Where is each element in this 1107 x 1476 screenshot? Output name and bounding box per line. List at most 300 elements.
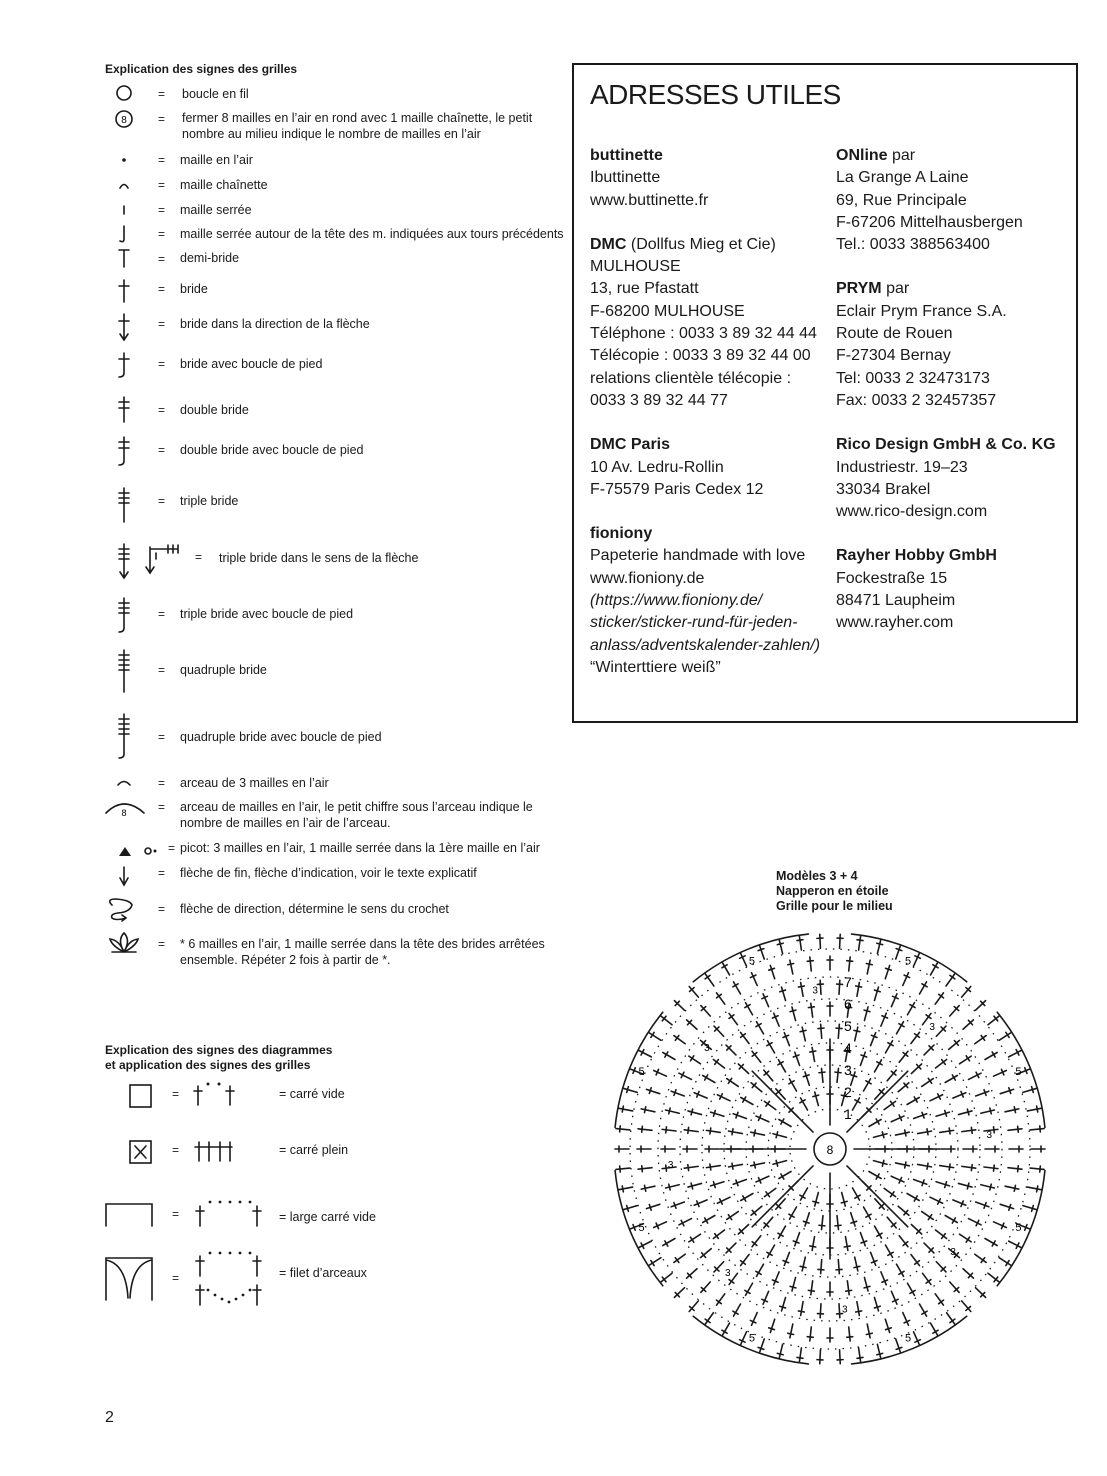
doily-arch-label: 3 (842, 1304, 848, 1316)
doily-stitch-bar (803, 1075, 809, 1077)
doily-stitch (619, 1187, 633, 1190)
doily-stitch (802, 1257, 805, 1271)
doily-stitch-bar (620, 1126, 621, 1132)
doily-stitch (811, 1281, 813, 1295)
doily-arch-label: 5 (748, 955, 755, 968)
doily-stitch-bar (847, 1337, 853, 1338)
legend-label: flèche de fin, flèche d’indication, voir le texte explicatif (180, 866, 477, 880)
doily-arch-label: 3 (725, 1268, 731, 1280)
doily-stitch-bar (732, 1129, 733, 1135)
doily-arch-label: 5 (1015, 1222, 1022, 1235)
legend-label: bride (180, 282, 208, 296)
doily-stitch-bar (882, 1016, 888, 1018)
doily-stitch (688, 1111, 702, 1115)
doily-stitch-bar (861, 1241, 867, 1243)
doily-stitch (1023, 1088, 1036, 1092)
doily-stitch (821, 1024, 822, 1038)
doily-stitch-bar (1009, 1205, 1011, 1211)
doily-stitch (1023, 1206, 1036, 1210)
doily-stitch-bar (645, 1185, 646, 1191)
model-title: Modèles 3 + 4 Napperon en étoile Grille pour le milieu (776, 869, 893, 913)
doily-stitch-bar (732, 1163, 733, 1169)
doily-arch-label: 5 (748, 1332, 755, 1345)
doily-stitch (896, 1132, 910, 1135)
doily-stitch-bar (656, 1069, 658, 1074)
diagram-label: = carré vide (279, 1087, 345, 1101)
eq-sign: = (158, 227, 166, 241)
doily-stitch (962, 1166, 976, 1168)
cross-pair-icon (194, 1086, 234, 1105)
doily-stitch (641, 1186, 655, 1189)
doily-stitch-bar (776, 1160, 778, 1166)
doily-stitch (639, 1050, 651, 1056)
doily-stitch (840, 934, 841, 948)
doily-stitch (770, 1319, 774, 1332)
doily-stitch-bar (994, 1127, 995, 1133)
address-dmc: DMC (Dollfus Mieg et Cie) MULHOUSE 13, rue Pfastatt F-68200 MULHOUSE Téléphone : 0033 3 89 32 44 44 Télécopie : 0033 3 89 32 44 00 relations clientèle télécopie : 0033 3 89 32 44 77 (590, 235, 817, 409)
doily-stitch (624, 1088, 637, 1092)
doily-stitch-bar (627, 1087, 629, 1093)
doily-stitch (815, 1192, 819, 1206)
doily-stitch-bar (893, 1299, 899, 1301)
doily-stitch (930, 1197, 943, 1203)
doily-stitch (962, 1130, 976, 1132)
doily-stitch-bar (971, 1127, 972, 1133)
eq-sign: = (158, 203, 166, 217)
doily-stitch (751, 1132, 765, 1135)
doily-stitch-bar (882, 1132, 884, 1138)
cross-icon (119, 280, 129, 302)
legend-label: bride avec boucle de pied (180, 357, 323, 371)
doily-stitch-bar (807, 1337, 813, 1338)
doily-stitch (679, 1219, 692, 1225)
doily-stitch (864, 1007, 868, 1021)
legend-label: boucle en fil (182, 87, 249, 101)
doily-stitch-bar (710, 1164, 711, 1170)
address-online: ONline par La Grange A Laine 69, Rue Principale F-67206 Mittelhausbergen Tel.: 0033 388563400 (836, 147, 1023, 254)
doily-stitch-bar (649, 1205, 651, 1211)
picot-circle-icon (145, 848, 151, 854)
doily-stitch-bar (622, 1186, 623, 1192)
eq-sign: = (158, 357, 166, 371)
doily-stitch (969, 1073, 982, 1079)
doily-stitch (1030, 1168, 1044, 1169)
eq-sign: = (158, 866, 166, 880)
doily-stitch (867, 960, 870, 974)
doily-stitch-bar (691, 1183, 693, 1189)
doily-stitch-bar (1037, 1106, 1038, 1112)
doily-stitch (838, 1260, 839, 1274)
address-dmc-paris: DMC Paris 10 Av. Ledru-Rollin F-75579 Paris Cedex 12 (590, 436, 764, 498)
doily-stitch-bar (844, 1246, 850, 1247)
doily-stitch-bar (1014, 1185, 1015, 1191)
doily-round-number: 3 (844, 1062, 852, 1078)
doily-stitch-bar (896, 1347, 902, 1349)
doily-stitch-bar (780, 990, 786, 992)
doily-stitch (646, 1204, 659, 1208)
doily-stitch-bar (633, 1068, 635, 1074)
doily-arch-label: 5 (905, 955, 912, 968)
doily-stitch-bar (758, 1115, 760, 1120)
doily-stitch-bar (777, 943, 783, 944)
doily-stitch-bar (990, 1108, 991, 1114)
doily-stitch (969, 1219, 982, 1225)
doily-stitch (873, 1161, 887, 1165)
doily-stitch-bar (856, 1311, 862, 1312)
doily-stitch-bar (967, 1183, 969, 1189)
fioniony-link[interactable]: www.fioniony.de (590, 569, 705, 587)
doily-stitch-bar (1025, 1068, 1027, 1074)
doily-stitch (1027, 1187, 1041, 1190)
doily-stitch-bar (874, 1306, 880, 1308)
doily-stitch-bar (762, 1299, 768, 1301)
flower-icon (110, 933, 138, 952)
doily-stitch-bar (835, 1225, 841, 1226)
doily-stitch (773, 1134, 787, 1138)
doily-stitch (711, 1112, 724, 1116)
doily-stitch (811, 1003, 813, 1017)
cross-arrow-icon (119, 314, 129, 340)
eq-sign: = (158, 252, 166, 266)
doily-arch-label: 3 (667, 1159, 674, 1171)
doily-stitch (849, 1327, 850, 1341)
legend-label: quadruple bride avec boucle de pied (180, 730, 382, 744)
doily-stitch-bar (803, 1221, 809, 1223)
circled-8-number: 8 (121, 115, 127, 126)
cross-foot-icon (119, 353, 129, 377)
doily-stitch-bar (899, 1115, 901, 1120)
doily-stitch-bar (800, 1030, 806, 1031)
doily-stitch-bar (847, 961, 853, 962)
doily-spoke (847, 1166, 908, 1227)
doily-stitch (679, 1073, 692, 1079)
eq-sign: = (158, 937, 166, 951)
buttinette-link[interactable]: www.buttinette.fr (590, 191, 709, 209)
arc-icon (120, 185, 128, 189)
doily-stitch-bar (642, 1166, 643, 1172)
doily-stitch-bar (877, 943, 883, 944)
doily-stitch (810, 957, 811, 971)
doily-stitch (849, 957, 850, 971)
eq-sign: = (158, 282, 166, 296)
doily-stitch-bar (961, 1092, 963, 1098)
doily-stitch (684, 1130, 698, 1132)
doily-stitch-bar (854, 1266, 860, 1267)
doily-stitch (822, 1068, 823, 1082)
doily-stitch (638, 1129, 652, 1130)
doily-stitch (1005, 1186, 1019, 1189)
diagram-label: = filet d’arceaux (279, 1266, 367, 1280)
eq-sign: = (158, 443, 166, 457)
doily-stitch (812, 1048, 814, 1062)
doily-stitch-bar (922, 1180, 924, 1186)
eq-sign: = (158, 153, 166, 167)
address-rico: Rico Design GmbH & Co. KG Industriestr. 19–23 33034 Brakel www.rico-design.com (836, 434, 1072, 523)
double-cross-icon (119, 397, 129, 422)
doily-arch-label: 5 (638, 1222, 645, 1235)
doily-stitch-bar (1009, 1088, 1011, 1094)
doily-stitch (1005, 1109, 1019, 1112)
doily-stitch (918, 1164, 932, 1166)
diagram-label: = carré plein (279, 1143, 349, 1157)
doily-stitch-bar (762, 996, 768, 998)
doily-stitch-bar (697, 1201, 699, 1207)
grid-legend-title: Explication des signes des grilles (105, 62, 298, 76)
doily-stitch (801, 1302, 803, 1316)
doily-stitch-bar (990, 1184, 991, 1190)
eq-sign: = (168, 841, 176, 855)
doily-stitch (666, 1185, 680, 1188)
doily-stitch (859, 1348, 861, 1362)
doily-stitch (874, 1297, 878, 1310)
doily-arch-label: 3 (704, 1042, 710, 1054)
doily-stitch (616, 1168, 630, 1169)
t-icon (119, 250, 129, 267)
doily-stitch (851, 1213, 855, 1226)
doily-stitch (821, 1260, 822, 1274)
legend-label: bride dans la direction de la flèche (180, 317, 370, 331)
doily-stitch (1009, 1241, 1021, 1247)
doily-stitch (706, 1130, 720, 1132)
eq-sign: = (158, 730, 166, 744)
small-arch-icon (118, 782, 130, 786)
eq-sign: = (158, 87, 166, 101)
doily-stitch (624, 1206, 637, 1210)
doily-stitch (847, 1281, 849, 1295)
doily-stitch (760, 946, 765, 959)
doily-stitch-bar (854, 1030, 860, 1031)
doily-stitch (711, 1182, 724, 1186)
doily-stitch-bar (967, 1109, 969, 1115)
doily-stitch-bar (882, 1160, 884, 1166)
doily-stitch-bar (871, 1261, 877, 1263)
doily-stitch (820, 1304, 821, 1318)
doily-stitch-bar (769, 1328, 775, 1330)
doily-stitch (802, 1027, 805, 1041)
doily-stitch (984, 1167, 998, 1169)
doily-stitch-bar (666, 1127, 667, 1133)
addresses-left-column (590, 145, 830, 679)
doily-stitch (822, 1216, 823, 1230)
doily-stitch (773, 1161, 787, 1165)
doily-stitch-bar (896, 949, 902, 951)
doily-stitch-bar (783, 1261, 789, 1263)
doily-stitch (815, 1092, 819, 1106)
legend-label: double bride (180, 403, 249, 417)
address-fioniony: fioniony Papeterie handmade with love www.fioniony.de (https://www.fioniony.de/ sticker/sticker-rund-für-jeden- anlass/adventskalender-zahlen/) “Winterttiere weiß” (590, 523, 830, 679)
doily-stitch-bar (945, 1110, 947, 1116)
doily-chart (606, 925, 1056, 1375)
eq-sign: = (172, 1207, 180, 1221)
legend-label: picot: 3 mailles en l’air, 1 maille serrée dans la 1ère maille en l’air (180, 841, 540, 855)
doily-stitch-bar (841, 1201, 847, 1203)
doily-stitch-bar (710, 1128, 711, 1134)
doily-stitch (820, 980, 821, 994)
doily-stitch-bar (927, 1129, 928, 1135)
triple-cross-arrow-alt-icon (144, 543, 184, 579)
doily-stitch (1030, 1129, 1044, 1130)
addresses-right-column (836, 145, 1072, 635)
doily-stitch (1027, 1108, 1041, 1111)
triple-cross-icon (119, 488, 129, 522)
doily-stitch (885, 1319, 889, 1332)
doily-stitch (840, 1350, 841, 1364)
doily-stitch (820, 934, 821, 948)
doily-stitch (688, 1183, 702, 1187)
doily-stitch-bar (645, 1107, 646, 1113)
doily-stitch-bar (813, 1201, 819, 1203)
doily-stitch-bar (864, 1010, 870, 1012)
doily-stitch-bar (874, 990, 880, 992)
diagram-legend-title: Explication des signes des diagrammes et application des signes des grilles (105, 1043, 333, 1072)
doily-stitch-bar (949, 1164, 950, 1170)
doily-stitch-bar (793, 1055, 799, 1057)
grid-legend-symbols (100, 80, 160, 980)
doily-stitch-bar (769, 968, 775, 970)
doily-stitch-bar (857, 1357, 863, 1358)
quad-cross-icon (119, 650, 129, 692)
doily-stitch-bar (866, 1333, 872, 1334)
doily-stitch-bar (758, 1347, 764, 1349)
doily-stitch (1000, 1204, 1013, 1208)
doily-stitch-bar (674, 1090, 676, 1096)
doily-stitch-bar (1037, 1186, 1038, 1192)
rayher-link[interactable]: www.rayher.com (836, 614, 954, 632)
doily-stitch (790, 960, 793, 974)
doily-center-label: 8 (826, 1143, 834, 1157)
eq-sign: = (195, 550, 203, 564)
doily-stitch (638, 1168, 652, 1169)
doily-stitch-bar (622, 1106, 623, 1112)
eq-sign: = (158, 776, 166, 790)
doily-stitch (639, 1241, 651, 1247)
doily-arch-label: 3 (950, 1247, 956, 1259)
eq-sign: = (158, 317, 166, 331)
doily-stitch (940, 1130, 954, 1132)
doily-stitch-bar (754, 1162, 755, 1168)
doily-stitch (792, 1007, 796, 1021)
rico-link[interactable]: www.rico-design.com (836, 503, 988, 521)
legend-label: * 6 mailles en l’air, 1 maille serrée dans la tête des brides arrêtées ensemble. Répéter 2 fois à partir de *. (180, 937, 545, 967)
doily-stitch-bar (961, 1201, 963, 1207)
doily-stitch-bar (905, 1130, 906, 1136)
doily-stitch-bar (750, 975, 755, 977)
doily-stitch (717, 1197, 730, 1203)
legend-label: double bride avec boucle de pied (180, 443, 364, 457)
eq-sign: = (158, 800, 166, 814)
down-arrow-icon (120, 867, 128, 885)
eq-sign: = (158, 902, 166, 916)
eq-sign: = (158, 494, 166, 508)
doily-stitch (845, 1237, 847, 1251)
doily-stitch (930, 1095, 943, 1101)
doily-stitch-bar (810, 1246, 816, 1247)
doily-stitch-bar (758, 949, 764, 951)
doily-stitch (838, 1024, 839, 1038)
doily-stitch-bar (754, 1130, 755, 1136)
doily-stitch-bar (846, 1290, 852, 1291)
doily-stitch-bar (788, 964, 794, 965)
doily-stitch-bar (790, 1286, 796, 1288)
doily-stitch-bar (949, 1128, 950, 1134)
doily-stitch (857, 983, 859, 997)
doily-arch-label: 5 (905, 1332, 912, 1345)
doily-stitch (855, 1257, 858, 1271)
doily-stitch-bar (713, 1110, 715, 1116)
doily-stitch-bar (773, 1016, 779, 1018)
doily-stitch (885, 965, 889, 978)
doily-stitch-bar (669, 1184, 670, 1190)
doily-stitch (810, 1327, 811, 1341)
doily-stitch-bar (674, 1203, 676, 1209)
doily-stitch-bar (798, 1311, 804, 1312)
doily-stitch-bar (871, 1035, 877, 1037)
doily-stitch (877, 1344, 880, 1358)
direction-arrow-icon (110, 899, 132, 921)
doily-stitch (662, 1129, 676, 1131)
doily-stitch-bar (633, 1225, 635, 1231)
doily-stitch-bar (835, 1072, 841, 1073)
doily-stitch-bar (819, 1072, 825, 1073)
doily-stitch-bar (691, 1109, 693, 1115)
doily-stitch-bar (1040, 1126, 1041, 1132)
doily-arch-label: 3 (929, 1021, 935, 1033)
doily-round-number: 6 (844, 996, 852, 1012)
doily-stitch-bar (797, 940, 803, 941)
doily-stitch-bar (780, 1306, 786, 1308)
picot-triangle-icon (119, 847, 131, 856)
doily-stitch-bar (790, 1010, 796, 1012)
doily-stitch (799, 936, 801, 950)
doily-stitch (641, 1109, 655, 1112)
doily-stitch-bar (783, 1035, 789, 1037)
doily-stitch (790, 1324, 793, 1338)
doily-stitch-bar (915, 956, 920, 958)
address-prym: PRYM par Eclair Prym France S.A. Route de Rouen F-27304 Bernay Tel: 0033 2 32473173 Fax: 0033 2 32457357 (836, 280, 1007, 409)
doily-stitch-bar (819, 1225, 825, 1226)
doily-arch-label: 3 (812, 985, 818, 997)
doily-stitch (706, 1166, 720, 1168)
eq-sign: = (172, 1143, 180, 1157)
legend-label: arceau de mailles en l’air, le petit chiffre sous l’arceau indique le nombre de mailles en l’air de l’arceau. (180, 800, 533, 830)
four-cross-icon (195, 1142, 232, 1161)
doily-arch-label: 5 (1015, 1065, 1022, 1078)
doily-stitch (867, 1324, 870, 1338)
doily-stitch (896, 1163, 910, 1166)
doily-stitch-bar (697, 1092, 699, 1098)
doily-stitch-bar (797, 1357, 803, 1358)
doily-stitch (940, 1166, 954, 1168)
doily-stitch-bar (736, 1112, 738, 1118)
doily-stitch-bar (984, 1203, 986, 1209)
quad-cross-foot-icon (119, 714, 129, 758)
doily-stitch (760, 1339, 765, 1352)
doily-stitch (782, 987, 786, 1000)
doily-stitch (616, 1129, 630, 1130)
doily-stitch-bar (886, 968, 892, 970)
address-buttinette: buttinette Ibuttinette www.buttinette.fr (590, 145, 830, 212)
hook-bar-icon (120, 226, 124, 242)
doily-stitch-bar (922, 1112, 924, 1118)
diagram-label: = large carré vide (279, 1210, 376, 1224)
doily-stitch-bar (736, 1180, 738, 1186)
doily-stitch (855, 1027, 858, 1041)
doily-stitch (936, 1112, 949, 1116)
doily-stitch (842, 1192, 846, 1206)
doily-stitch (864, 1277, 868, 1291)
doily-stitch-bar (666, 1165, 667, 1171)
doily-stitch (936, 1182, 949, 1186)
